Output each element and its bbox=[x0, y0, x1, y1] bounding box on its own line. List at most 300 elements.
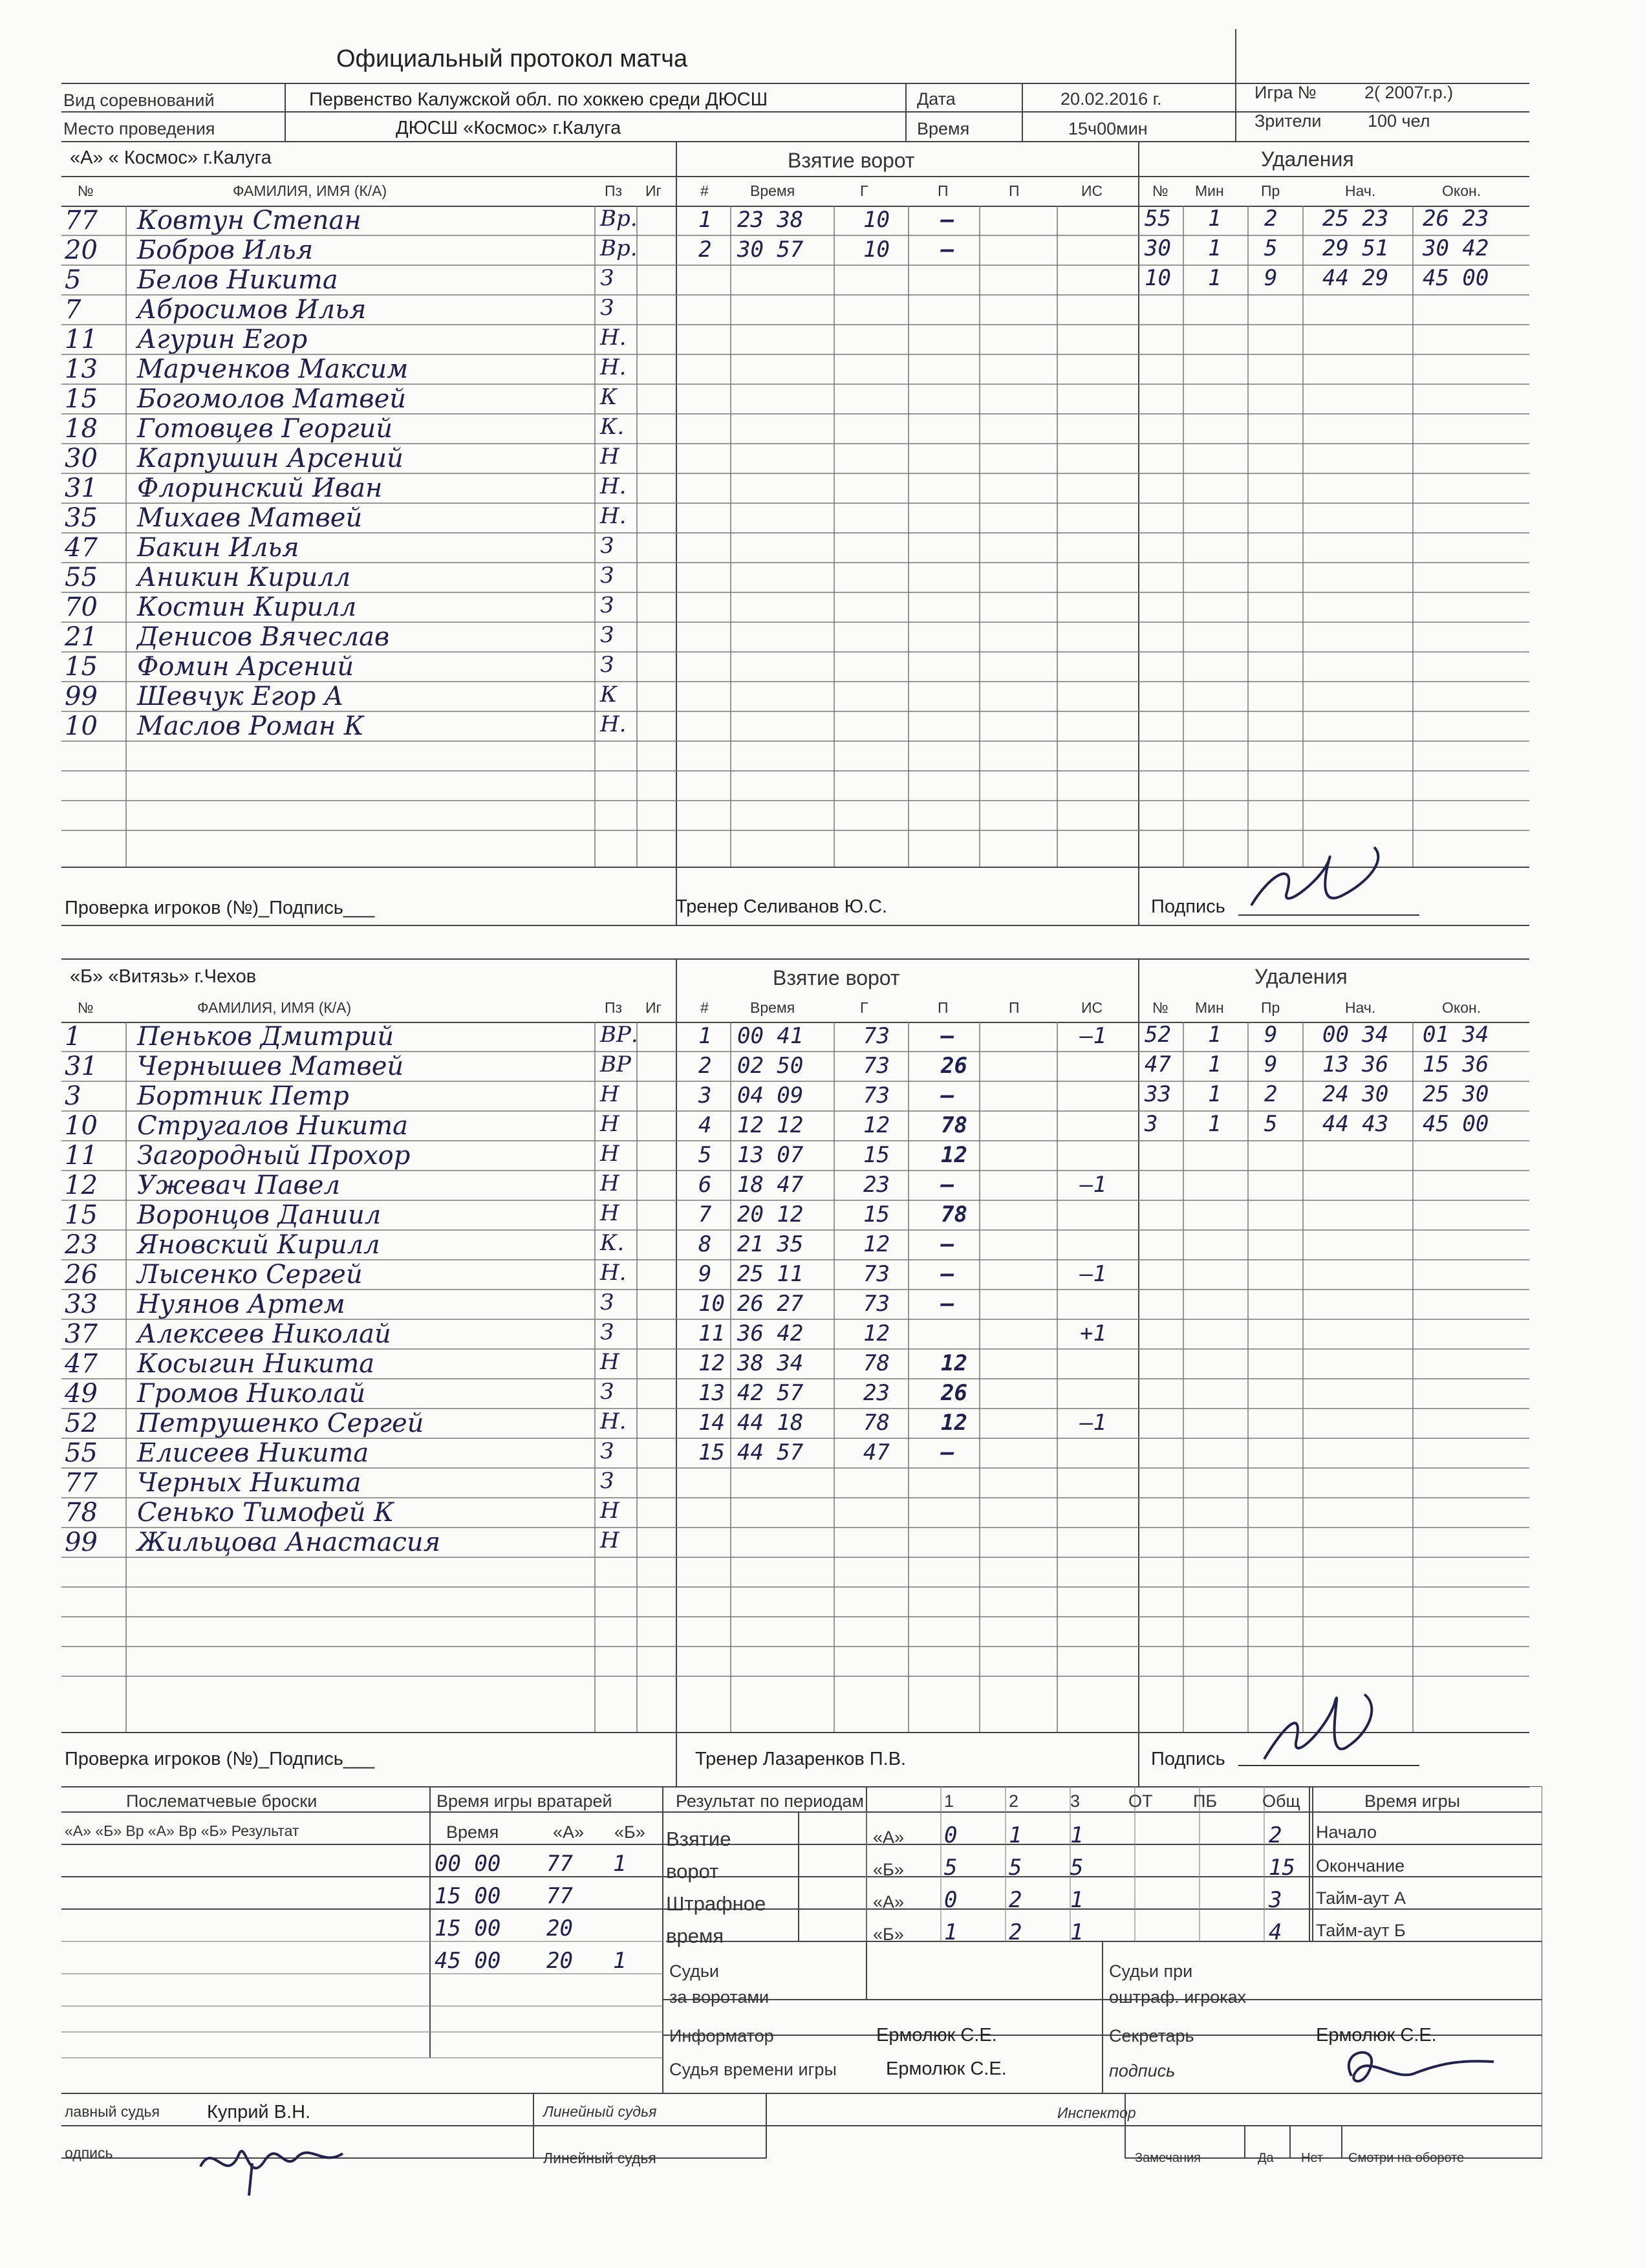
player-number: 77 bbox=[65, 206, 98, 235]
player-position: Н bbox=[600, 1111, 619, 1137]
player-number: 10 bbox=[65, 1111, 98, 1141]
pim-team-b-tag: «Б» bbox=[873, 1925, 904, 1944]
period-col-3: ОТ bbox=[1128, 1791, 1153, 1811]
player-number: 11 bbox=[65, 325, 98, 354]
penalty-end: 15 36 bbox=[1423, 1052, 1489, 1077]
team-a-pen-hdr-num: № bbox=[1152, 182, 1168, 199]
goal-assist-1: 12 bbox=[941, 1410, 967, 1436]
goalie-change-time: 00 00 bbox=[435, 1851, 501, 1877]
goal-time: 42 57 bbox=[737, 1380, 804, 1406]
team-b-goal-hdr-a2: П bbox=[1009, 999, 1020, 1016]
goal-assist-1: – bbox=[941, 1440, 954, 1465]
player-number: 77 bbox=[65, 1468, 98, 1498]
player-number: 99 bbox=[65, 1528, 98, 1557]
penalty-minutes: 1 bbox=[1208, 1111, 1222, 1137]
game-time-timeout-a: Тайм-аут А bbox=[1316, 1888, 1406, 1908]
goals-team-a-tag: «А» bbox=[873, 1828, 905, 1847]
goals-a-period-2: 1 bbox=[1070, 1822, 1084, 1848]
player-position: Н bbox=[600, 444, 619, 470]
goal-assist-1: 26 bbox=[941, 1380, 967, 1406]
player-position: ВР bbox=[600, 1052, 631, 1077]
penalty-minutes: 1 bbox=[1208, 235, 1222, 261]
player-name: Загородный Прохор bbox=[137, 1141, 411, 1171]
goal-time: 18 47 bbox=[737, 1172, 804, 1198]
team-a-hdr-num: № bbox=[78, 182, 94, 199]
goals-team-b-tag: «Б» bbox=[873, 1860, 904, 1879]
player-name: Готовцев Георгий bbox=[137, 414, 393, 444]
goal-number: 9 bbox=[698, 1261, 712, 1287]
goal-scorer: 10 bbox=[863, 207, 890, 233]
penalty-player: 30 bbox=[1145, 235, 1171, 261]
penalty-end: 30 42 bbox=[1423, 235, 1489, 261]
secretary-name: Ермолюк С.Е. bbox=[1316, 2025, 1437, 2046]
goal-time: 20 12 bbox=[737, 1202, 804, 1227]
goal-scorer: 15 bbox=[863, 1142, 890, 1168]
penalty-reason: 5 bbox=[1264, 1111, 1278, 1137]
goals-b-period-2: 5 bbox=[1070, 1855, 1084, 1881]
goalie-a-number: 20 bbox=[546, 1916, 573, 1941]
informer-name: Ермолюк С.Е. bbox=[876, 2025, 997, 2046]
goals-label-1: Взятие bbox=[666, 1828, 731, 1850]
player-name: Богомолов Матвей bbox=[137, 384, 407, 414]
goal-scorer: 10 bbox=[863, 237, 890, 263]
team-b-goal-hdr-a1: П bbox=[938, 999, 949, 1016]
penalty-player: 52 bbox=[1145, 1022, 1171, 1048]
player-number: 11 bbox=[65, 1141, 98, 1171]
game-number-label: Игра № bbox=[1254, 83, 1317, 102]
player-name: Стругалов Никита bbox=[137, 1111, 409, 1141]
team-b-hdr-played: Иг bbox=[645, 999, 662, 1016]
player-number: 30 bbox=[65, 444, 98, 473]
team-a-goals-title: Взятие ворот bbox=[788, 149, 915, 172]
remarks-yes: Да bbox=[1258, 2151, 1274, 2165]
player-position: З bbox=[600, 1379, 614, 1405]
player-name: Петрушенко Сергей bbox=[137, 1409, 424, 1438]
spectators-value: 100 чел bbox=[1368, 111, 1430, 131]
competition-value: Первенство Калужской обл. по хоккею среди ДЮСШ bbox=[309, 89, 768, 110]
goal-time: 02 50 bbox=[737, 1053, 804, 1079]
goal-time: 21 35 bbox=[737, 1231, 804, 1257]
player-position: Н bbox=[600, 1171, 619, 1196]
player-name: Ковтун Степан bbox=[137, 206, 361, 235]
penalty-player: 55 bbox=[1145, 206, 1171, 232]
goal-scorer: 73 bbox=[863, 1083, 890, 1108]
player-position: ВР. bbox=[600, 1022, 638, 1048]
secretary-label: Секретарь bbox=[1109, 2026, 1194, 2046]
penalty-minutes: 1 bbox=[1208, 1081, 1222, 1107]
goal-number: 2 bbox=[698, 237, 712, 263]
goal-scorer: 78 bbox=[863, 1350, 890, 1376]
player-name: Жильцова Анастасия bbox=[137, 1528, 441, 1557]
penalty-minutes: 1 bbox=[1208, 206, 1222, 232]
signature-label: подпись bbox=[1109, 2061, 1176, 2080]
team-b-pen-hdr-min: Мин bbox=[1195, 999, 1224, 1016]
period-col-5: Общ bbox=[1262, 1791, 1300, 1811]
game-number-value: 2( 2007г.р.) bbox=[1364, 83, 1454, 102]
player-position: Н bbox=[600, 1081, 619, 1107]
player-position: Н. bbox=[600, 711, 627, 737]
goalie-b-number: 1 bbox=[613, 1851, 627, 1877]
goal-scorer: 23 bbox=[863, 1380, 890, 1406]
penalty-start: 00 34 bbox=[1322, 1022, 1389, 1048]
goalie-change-time: 45 00 bbox=[435, 1948, 501, 1974]
player-number: 15 bbox=[65, 652, 98, 682]
player-position: З bbox=[600, 1319, 614, 1345]
goalie-change-time: 15 00 bbox=[435, 1916, 501, 1941]
player-number: 31 bbox=[65, 1052, 98, 1081]
player-name: Бортник Петр bbox=[137, 1081, 349, 1111]
goal-time: 13 07 bbox=[737, 1142, 804, 1168]
player-position: Вр. bbox=[600, 235, 638, 261]
player-position: З bbox=[600, 622, 614, 648]
goal-strength: –1 bbox=[1080, 1410, 1106, 1436]
player-position: З bbox=[600, 1290, 614, 1315]
player-position: Н. bbox=[600, 325, 627, 351]
goal-scorer: 73 bbox=[863, 1291, 890, 1317]
pim-a-period-0: 0 bbox=[944, 1887, 958, 1913]
team-b-pen-hdr-num: № bbox=[1152, 999, 1168, 1016]
timekeeper-name: Ермолюк С.Е. bbox=[886, 2058, 1007, 2079]
linesman-label-1: Линейный судья bbox=[543, 2103, 657, 2120]
player-name: Флоринский Иван bbox=[137, 473, 383, 503]
goals-b-period-5: 15 bbox=[1269, 1855, 1295, 1881]
player-number: 78 bbox=[65, 1498, 98, 1528]
team-b-hdr-name: ФАМИЛИЯ, ИМЯ (К/А) bbox=[197, 999, 352, 1016]
shootout-label: Послематчевые броски bbox=[126, 1791, 318, 1811]
goal-number: 3 bbox=[698, 1083, 712, 1108]
player-position: З bbox=[600, 592, 614, 618]
team-b-check-label: Проверка игроков (№)_Подпись___ bbox=[65, 1749, 375, 1769]
goalie-time-label: Время игры вратарей bbox=[436, 1791, 612, 1811]
informer-label: Информатор bbox=[669, 2026, 774, 2046]
player-name: Денисов Вячеслав bbox=[137, 622, 390, 652]
player-position: К. bbox=[600, 1230, 625, 1256]
player-number: 47 bbox=[65, 533, 98, 563]
team-a-hdr-pos: Пз bbox=[605, 182, 623, 199]
player-position: З bbox=[600, 652, 614, 678]
goal-number: 5 bbox=[698, 1142, 712, 1168]
player-name: Косыгин Никита bbox=[137, 1349, 375, 1379]
penalty-reason: 9 bbox=[1264, 265, 1278, 291]
player-name: Аникин Кирилл bbox=[137, 563, 351, 592]
goalie-change-time: 15 00 bbox=[435, 1883, 501, 1909]
player-number: 3 bbox=[65, 1081, 81, 1111]
date-value: 20.02.2016 г. bbox=[1060, 89, 1162, 109]
penalty-player: 47 bbox=[1145, 1052, 1171, 1077]
team-b-sign-label: Подпись bbox=[1151, 1749, 1225, 1769]
penalty-reason: 2 bbox=[1264, 1081, 1278, 1107]
goal-scorer: 15 bbox=[863, 1202, 890, 1227]
team-a-hdr-played: Иг bbox=[645, 182, 662, 199]
referee-label: лавный судья bbox=[65, 2103, 160, 2120]
team-b-signature bbox=[1225, 1669, 1432, 1772]
pim-a-period-2: 1 bbox=[1070, 1887, 1084, 1913]
goal-time: 12 12 bbox=[737, 1112, 804, 1138]
goal-number: 2 bbox=[698, 1053, 712, 1079]
team-b-coach: Тренер Лазаренков П.В. bbox=[695, 1749, 907, 1769]
goal-time: 30 57 bbox=[737, 237, 804, 263]
goal-scorer: 47 bbox=[863, 1440, 890, 1465]
player-position: Н. bbox=[600, 354, 627, 380]
referee-sign-label: одпись bbox=[65, 2144, 113, 2161]
team-a-penalties-title: Удаления bbox=[1261, 147, 1354, 171]
team-a-goal-hdr-is: ИС bbox=[1081, 182, 1103, 199]
player-number: 10 bbox=[65, 711, 98, 741]
player-position: К bbox=[600, 682, 618, 707]
goal-strength: –1 bbox=[1080, 1261, 1106, 1287]
player-number: 99 bbox=[65, 682, 98, 711]
penalty-end: 26 23 bbox=[1423, 206, 1489, 232]
player-name: Нуянов Артем bbox=[137, 1290, 345, 1319]
team-a-goal-hdr-time: Время bbox=[750, 182, 795, 199]
player-number: 13 bbox=[65, 354, 98, 384]
goal-scorer: 12 bbox=[863, 1231, 890, 1257]
team-a-check-label: Проверка игроков (№)_Подпись___ bbox=[65, 898, 375, 918]
goal-strength: –1 bbox=[1080, 1172, 1106, 1198]
goal-time: 44 57 bbox=[737, 1440, 804, 1465]
team-b-penalties-title: Удаления bbox=[1254, 965, 1348, 988]
player-name: Чернышев Матвей bbox=[137, 1052, 404, 1081]
penalty-reason: 5 bbox=[1264, 235, 1278, 261]
referee-name: Куприй В.Н. bbox=[207, 2102, 311, 2122]
penalty-reason: 2 bbox=[1264, 206, 1278, 232]
team-b-goal-hdr-is: ИС bbox=[1081, 999, 1103, 1016]
player-number: 33 bbox=[65, 1290, 98, 1319]
page-title: Официальный протокол матча bbox=[336, 45, 688, 72]
period-col-4: ПБ bbox=[1193, 1791, 1218, 1811]
penalty-minutes: 1 bbox=[1208, 1052, 1222, 1077]
player-number: 47 bbox=[65, 1349, 98, 1379]
period-col-0: 1 bbox=[944, 1791, 954, 1811]
team-b-goal-hdr-g: Г bbox=[860, 999, 868, 1016]
goal-time: 00 41 bbox=[737, 1023, 804, 1049]
player-number: 12 bbox=[65, 1171, 98, 1200]
goal-scorer: 78 bbox=[863, 1410, 890, 1436]
penalty-end: 45 00 bbox=[1423, 265, 1489, 291]
goal-assist-1: 78 bbox=[941, 1202, 967, 1227]
pim-b-period-0: 1 bbox=[944, 1919, 958, 1945]
player-number: 70 bbox=[65, 592, 98, 622]
penalty-minutes: 1 bbox=[1208, 265, 1222, 291]
pim-a-period-1: 2 bbox=[1009, 1887, 1022, 1913]
player-name: Карпушин Арсений bbox=[137, 444, 404, 473]
goal-scorer: 12 bbox=[863, 1112, 890, 1138]
player-name: Сенько Тимофей К bbox=[137, 1498, 394, 1528]
goal-number: 14 bbox=[698, 1410, 725, 1436]
team-a-pen-hdr-end: Окон. bbox=[1442, 182, 1481, 199]
player-position: Н. bbox=[600, 1260, 627, 1286]
game-time-end: Окончание bbox=[1316, 1856, 1405, 1875]
team-a-pen-hdr-pr: Пр bbox=[1261, 182, 1280, 199]
pim-label-1: Штрафное bbox=[666, 1892, 766, 1915]
pim-b-period-1: 2 bbox=[1009, 1919, 1022, 1945]
goal-time: 23 38 bbox=[737, 207, 804, 233]
penalty-start: 13 36 bbox=[1322, 1052, 1389, 1077]
team-b-goal-hdr-n: # bbox=[700, 999, 709, 1016]
date-label: Дата bbox=[917, 89, 956, 109]
player-name: Абросимов Илья bbox=[137, 295, 367, 325]
penalty-end: 25 30 bbox=[1423, 1081, 1489, 1107]
player-name: Яновский Кирилл bbox=[137, 1230, 380, 1260]
place-value: ДЮСШ «Космос» г.Калуга bbox=[396, 118, 621, 138]
goal-number: 7 bbox=[698, 1202, 712, 1227]
team-a-signature bbox=[1225, 834, 1432, 925]
goalie-a-number: 20 bbox=[546, 1948, 573, 1974]
player-number: 55 bbox=[65, 563, 98, 592]
player-number: 26 bbox=[65, 1260, 98, 1290]
player-position: Н bbox=[600, 1528, 619, 1553]
player-name: Михаев Матвей bbox=[137, 503, 363, 533]
player-name: Костин Кирилл bbox=[137, 592, 357, 622]
player-number: 52 bbox=[65, 1409, 98, 1438]
pim-b-period-2: 1 bbox=[1070, 1919, 1084, 1945]
goal-time: 44 18 bbox=[737, 1410, 804, 1436]
team-b-goal-hdr-time: Время bbox=[750, 999, 795, 1016]
player-name: Воронцов Даниил bbox=[137, 1200, 382, 1230]
team-b-pen-hdr-pr: Пр bbox=[1261, 999, 1280, 1016]
goal-assist-1: – bbox=[941, 237, 954, 263]
competition-label: Вид соревнований bbox=[63, 91, 215, 110]
goal-number: 4 bbox=[698, 1112, 712, 1138]
player-name: Белов Никита bbox=[137, 265, 338, 295]
goal-assist-1: 26 bbox=[941, 1053, 967, 1079]
team-b-pen-hdr-end: Окон. bbox=[1442, 999, 1481, 1016]
goalie-col-time: Время bbox=[446, 1822, 499, 1842]
goal-scorer: 23 bbox=[863, 1172, 890, 1198]
team-a-sign-label: Подпись bbox=[1151, 896, 1225, 917]
place-label: Место проведения bbox=[63, 119, 215, 138]
goal-assist-1: – bbox=[941, 207, 954, 233]
goal-scorer: 73 bbox=[863, 1053, 890, 1079]
player-number: 37 bbox=[65, 1319, 98, 1349]
goals-b-period-1: 5 bbox=[1009, 1855, 1022, 1881]
goalie-a-number: 77 bbox=[546, 1883, 573, 1909]
goal-time: 36 42 bbox=[737, 1321, 804, 1346]
game-time-label: Время игры bbox=[1364, 1791, 1461, 1811]
penalty-start: 24 30 bbox=[1322, 1081, 1389, 1107]
period-col-2: 3 bbox=[1070, 1791, 1081, 1811]
player-position: Вр. bbox=[600, 206, 638, 232]
goal-number: 10 bbox=[698, 1291, 725, 1317]
player-number: 21 bbox=[65, 622, 98, 652]
team-a-pen-hdr-min: Мин bbox=[1195, 182, 1224, 199]
team-a-goal-hdr-n: # bbox=[700, 182, 709, 199]
goal-number: 8 bbox=[698, 1231, 712, 1257]
player-position: К bbox=[600, 384, 618, 410]
penalty-player: 33 bbox=[1145, 1081, 1171, 1107]
player-number: 18 bbox=[65, 414, 98, 444]
goal-strength: –1 bbox=[1080, 1023, 1106, 1049]
goal-strength: +1 bbox=[1080, 1321, 1106, 1346]
team-a-title: «А» « Космос» г.Калуга bbox=[70, 147, 272, 168]
pim-b-period-5: 4 bbox=[1269, 1919, 1282, 1945]
goal-judges-label: Судьи за воротами bbox=[669, 1961, 770, 2007]
player-number: 1 bbox=[65, 1022, 81, 1052]
player-position: З bbox=[600, 563, 614, 589]
goal-number: 11 bbox=[698, 1321, 725, 1346]
player-position: Н bbox=[600, 1141, 619, 1167]
inspector-label: Инспектор bbox=[1057, 2104, 1136, 2121]
goal-time: 04 09 bbox=[737, 1083, 804, 1108]
goal-scorer: 73 bbox=[863, 1261, 890, 1287]
goalie-b-number: 1 bbox=[613, 1948, 627, 1974]
spectators-label: Зрители bbox=[1254, 111, 1322, 131]
team-a-goal-hdr-g: Г bbox=[860, 182, 868, 199]
team-a-goal-hdr-a1: П bbox=[938, 182, 949, 199]
linesman-label-2: Линейный судья bbox=[543, 2150, 656, 2166]
penalty-player: 3 bbox=[1145, 1111, 1158, 1137]
player-name: Бакин Илья bbox=[137, 533, 299, 563]
player-name: Пеньков Дмитрий bbox=[137, 1022, 394, 1052]
player-name: Агурин Егор bbox=[137, 325, 308, 354]
time-value: 15ч00мин bbox=[1068, 119, 1148, 138]
player-name: Фомин Арсений bbox=[137, 652, 354, 682]
goals-a-period-0: 0 bbox=[944, 1822, 958, 1848]
player-position: Н bbox=[600, 1200, 619, 1226]
pim-label-2: время bbox=[666, 1925, 724, 1947]
player-position: Н bbox=[600, 1498, 619, 1524]
goal-assist-1: – bbox=[941, 1261, 954, 1287]
team-b-hdr-num: № bbox=[78, 999, 94, 1016]
team-b-goals-title: Взятие ворот bbox=[773, 966, 900, 989]
goalie-col-b: «Б» bbox=[614, 1822, 645, 1842]
team-a-goal-hdr-a2: П bbox=[1009, 182, 1020, 199]
goals-label-2: ворот bbox=[666, 1860, 719, 1883]
player-position: Н bbox=[600, 1349, 619, 1375]
goal-time: 38 34 bbox=[737, 1350, 804, 1376]
penalty-start: 25 23 bbox=[1322, 206, 1389, 232]
remarks-label: Замечания bbox=[1135, 2151, 1201, 2165]
penalty-reason: 9 bbox=[1264, 1022, 1278, 1048]
goal-number: 13 bbox=[698, 1380, 725, 1406]
penalty-end: 01 34 bbox=[1423, 1022, 1489, 1048]
player-position: Н. bbox=[600, 503, 627, 529]
team-b-hdr-pos: Пз bbox=[605, 999, 623, 1016]
player-name: Черных Никита bbox=[137, 1468, 361, 1498]
goals-a-period-1: 1 bbox=[1009, 1822, 1022, 1848]
player-number: 7 bbox=[65, 295, 81, 325]
player-name: Лысенко Сергей bbox=[137, 1260, 363, 1290]
goal-number: 6 bbox=[698, 1172, 712, 1198]
team-a-pen-hdr-start: Нач. bbox=[1345, 182, 1376, 199]
periods-label: Результат по периодам bbox=[676, 1791, 864, 1811]
referee-signature bbox=[188, 2128, 356, 2199]
goal-assist-1: 12 bbox=[941, 1142, 967, 1168]
goal-assist-1: – bbox=[941, 1083, 954, 1108]
player-number: 31 bbox=[65, 473, 98, 503]
team-b-pen-hdr-start: Нач. bbox=[1345, 999, 1376, 1016]
player-name: Бобров Илья bbox=[137, 235, 314, 265]
goal-number: 1 bbox=[698, 207, 712, 233]
player-number: 15 bbox=[65, 384, 98, 414]
player-position: З bbox=[600, 295, 614, 321]
player-name: Маслов Роман К bbox=[137, 711, 364, 741]
penalty-start: 44 43 bbox=[1322, 1111, 1389, 1137]
pim-team-a-tag: «А» bbox=[873, 1892, 905, 1912]
remarks-no: Нет bbox=[1301, 2151, 1324, 2165]
penalty-judges-label: Судьи при оштраф. игроках bbox=[1109, 1961, 1247, 2007]
game-time-timeout-b: Тайм-аут Б bbox=[1316, 1921, 1406, 1940]
player-name: Шевчук Егор А bbox=[137, 682, 344, 711]
player-number: 49 bbox=[65, 1379, 98, 1409]
player-position: З bbox=[600, 1438, 614, 1464]
player-number: 5 bbox=[65, 265, 81, 295]
player-name: Марченков Максим bbox=[137, 354, 409, 384]
goal-assist-1: – bbox=[941, 1231, 954, 1257]
player-number: 23 bbox=[65, 1230, 98, 1260]
goals-b-period-0: 5 bbox=[944, 1855, 958, 1881]
player-position: З bbox=[600, 1468, 614, 1494]
